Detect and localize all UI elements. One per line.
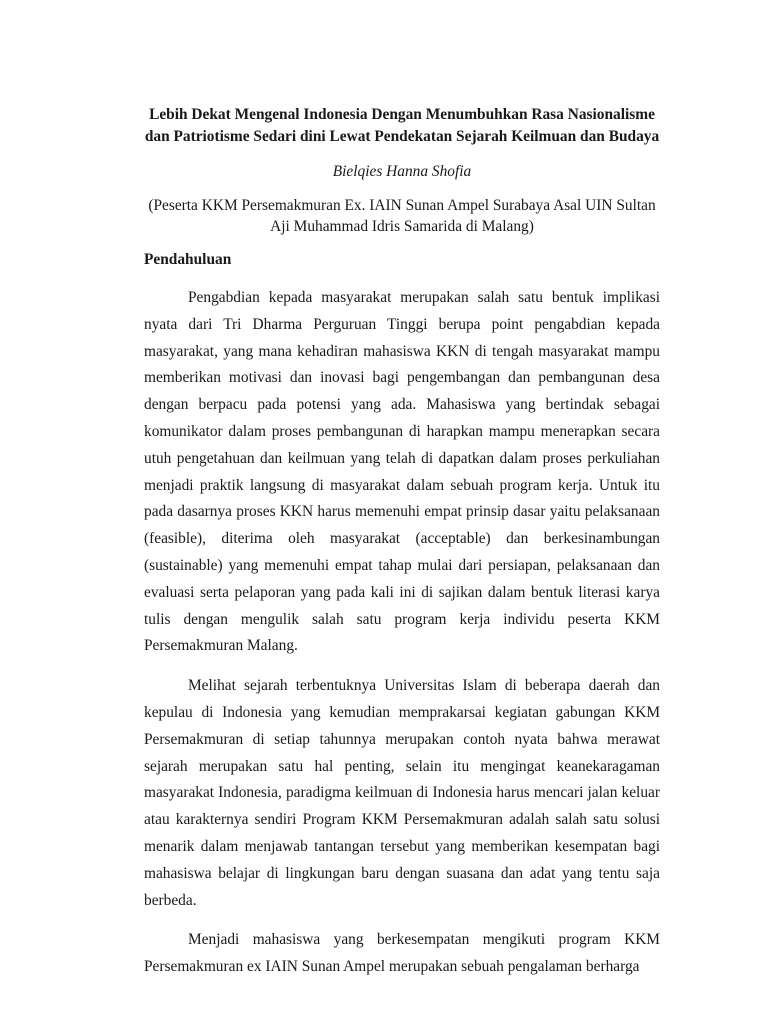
- title-line-2: dan Patriotisme Sedari dini Lewat Pendekatan Sejarah Keilmuan dan Budaya: [144, 128, 660, 145]
- body-paragraph-1: Pengabdian kepada masyarakat merupakan salah satu bentuk implikasi nyata dari Tri Dharma Perguruan Tinggi berupa point pengabdian kepada masyarakat, yang mana kehadiran mahasiswa KKN di tengah masyarakat mampu memberikan motivasi dan inovasi bagi pengembangan dan pembangunan desa dengan berpacu pada potensi yang ada. Mahasiswa yang bertindak sebagai komunikator dalam proses pembangunan di harapkan mampu menerapkan secara utuh pengetahuan dan keilmuan yang telah di dapatkan dalam proses perkuliahan menjadi praktik langsung di masyarakat dalam sebuah program kerja. Untuk itu pada dasarnya proses KKN harus memenuhi empat prinsip dasar yaitu pelaksanaan (feasible), diterima oleh masyarakat (acceptable) dan berkesinambungan (sustainable) yang memenuhi empat tahap mulai dari persiapan, pelaksanaan dan evaluasi serta pelaporan yang pada kali ini di sajikan dalam bentuk literasi karya tulis dengan mengulik salah satu program kerja individu peserta KKM Persemakmuran Malang.: [144, 289, 660, 655]
- body-paragraph-3: Menjadi mahasiswa yang berkesempatan mengikuti program KKM Persemakmuran ex IAIN Sunan Ampel merupakan sebuah pengalaman berharga: [144, 931, 660, 976]
- section-heading-pendahuluan: Pendahuluan: [144, 251, 232, 268]
- title-line-1: Lebih Dekat Mengenal Indonesia Dengan Menumbuhkan Rasa Nasionalisme: [149, 106, 655, 123]
- body-paragraph-2: Melihat sejarah terbentuknya Universitas Islam di beberapa daerah dan kepulau di Indonesia yang kemudian memprakarsai kegiatan gabungan KKM Persemakmuran di setiap tahunnya merupakan contoh nyata bahwa merawat sejarah merupakan satu hal penting, selain itu mengingat keanekaragaman masyarakat Indonesia, paradigma keilmuan di Indonesia harus mencari jalan keluar atau karakternya sendiri Program KKM Persemakmuran adalah salah satu solusi menarik dalam menjawab tantangan tersebut yang memberikan kesempatan bagi mahasiswa belajar di lingkungan baru dengan suasana dan adat yang tentu saja berbeda.: [144, 677, 660, 909]
- document-title: [144, 104, 660, 148]
- affiliation-line-2: Aji Muhammad Idris Samarida di Malang): [270, 218, 534, 235]
- author-name: Bielqies Hanna Shofia: [332, 163, 472, 180]
- document-body: [144, 104, 660, 981]
- affiliation-line-1: (Peserta KKM Persemakmuran Ex. IAIN Sunan Ampel Surabaya Asal UIN Sultan: [148, 197, 656, 214]
- author-affiliation: [144, 195, 660, 237]
